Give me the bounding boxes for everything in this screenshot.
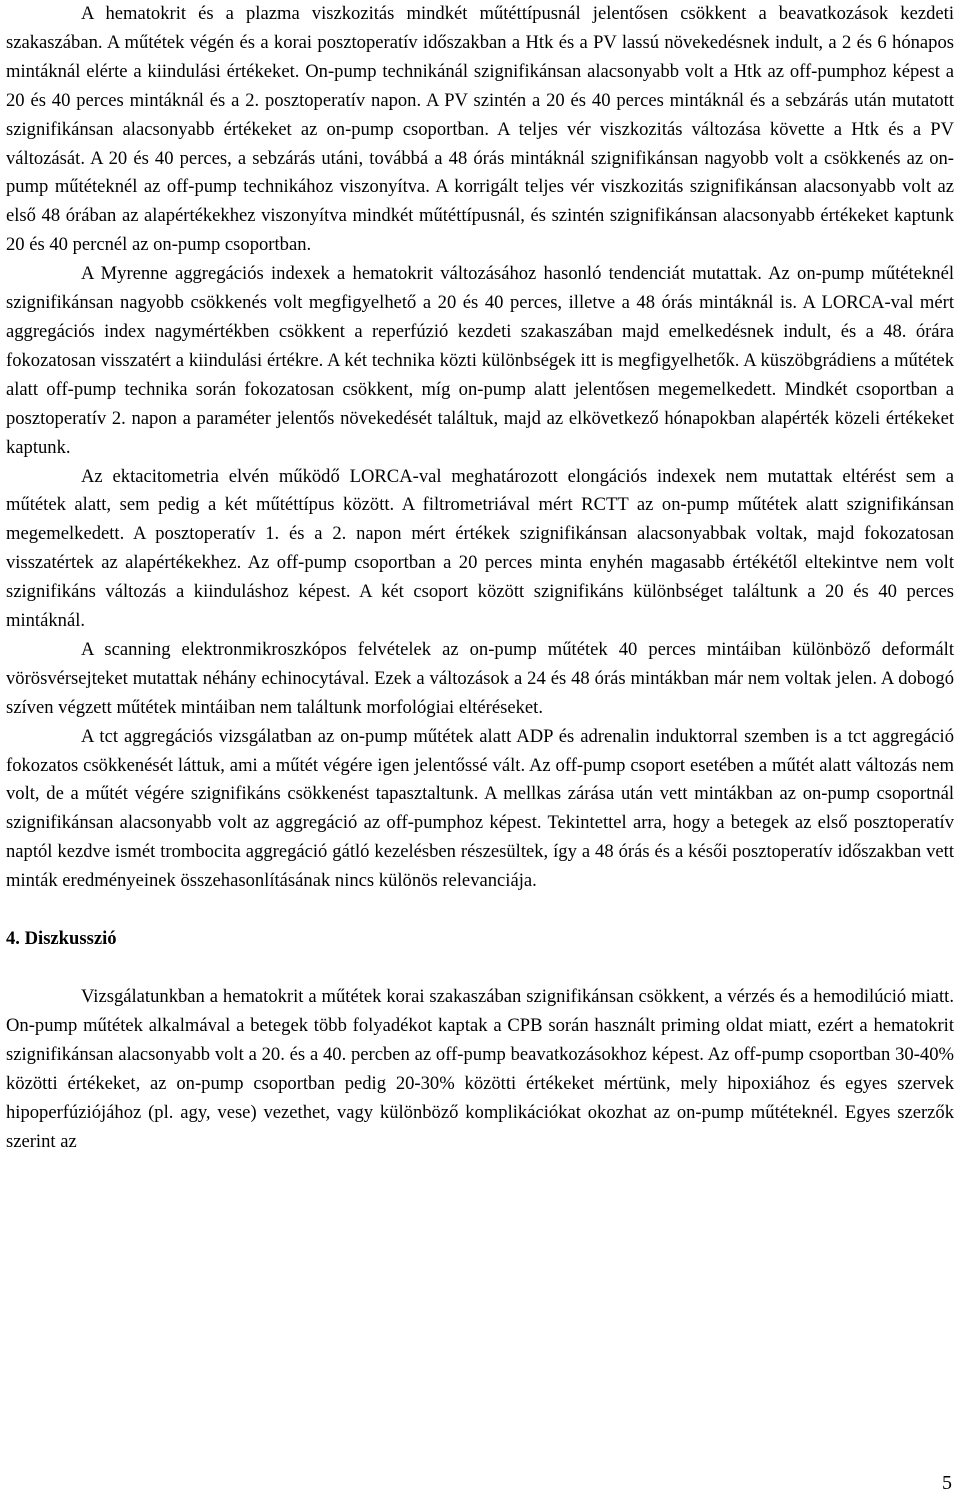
paragraph-results-platelet: A tct aggregációs vizsgálatban az on-pump műtétek alatt ADP és adrenalin induktorral szemben is a tct aggregáció fokozatos csökkenését láttuk, ami a műtét végére igen jelentőssé vált. Az off-pump csoport esetében a műtét alatt változás nem volt, de a műtét végére szignifikáns csökkenést tapasztaltunk. A mellkas zárása után vett mintákban az on-pump csoportnál szignifikánsan alacsonyabb volt az aggregáció az off-pumphoz képest. Tekintettel arra, hogy a betegek az első posztoperatív naptól kezdve ismét trombocita aggregáció gátló kezelésben részesültek, így a 48 órás és a késői posztoperatív időszakban vett minták eredményeinek összehasonlításának nincs különös relevanciája. [6, 725, 954, 892]
paragraph-results-elongation: Az ektacitometria elvén működő LORCA-val meghatározott elongációs indexek nem mutattak eltérést sem a műtétek alatt, sem pedig a két műtéttípus között. A filtrometriával mért RCTT az on-pump műtétek alatt szignifikánsan megemelkedett. A posztoperatív 1. és a 2. napon mért értékek szignifikánsan alacsonyabbak voltak, majd fokozatosan visszatértek az alapértékekhez. Az off-pump csoportban a 20 perces minta enyhén magasabb értékétől eltekintve nem volt szignifikáns változás a kiinduláshoz képest. A két csoport között szignifikáns különbséget találtunk a 20 és 40 perces mintáknál. [6, 465, 954, 632]
paragraph-results-aggregation: A Myrenne aggregációs indexek a hematokrit változásához hasonló tendenciát mutattak. Az on-pump műtéteknél szignifikánsan nagyobb csökkenés volt megfigyelhető a 20 és 40 perces, illetve a 48 órás mintáknál is. A LORCA-val mért aggregációs index nagymértékben csökkent a reperfúzió kezdeti szakaszában majd emelkedésnek indult, és a 48. órára fokozatosan visszatért a kiindulási értékre. A két technika közti különbségek itt is megfigyelhetők. A küszöbgrádiens a műtétek alatt off-pump technika során fokozatosan csökkent, míg on-pump alatt jelentősen megemelkedett. Mindkét csoportban a posztoperatív 2. napon a paraméter jelentős növekedését találtuk, majd az elkövetkező hónapokban alapérték közeli értékeket kaptunk. [6, 263, 954, 458]
paragraph-results-hematocrit: A hematokrit és a plazma viszkozitás mindkét műtéttípusnál jelentősen csökkent a beavatkozások kezdeti szakaszában. A műtétek végén és a korai posztoperatív időszakban a Htk és a PV lassú növekedésnek indult, a 2 és 6 hónapos mintáknál elérte a kiindulási értékeket. On-pump technikánál szignifikánsan alacsonyabb volt a Htk az off-pumphoz képest a 20 és 40 perces mintáknál és a 2. posztoperatív napon. A PV szintén a 20 és 40 perces mintáknál és a sebzárás után mutatott szignifikánsan alacsonyabb értékeket az on-pump csoportban. A teljes vér viszkozitás változása követte a Htk és a PV változását. A 20 és 40 perces, a sebzárás utáni, továbbá a 48 órás mintáknál szignifikánsan nagyobb volt a csökkenés az on-pump műtéteknél az off-pump technikához viszonyítva. A korrigált teljes vér viszkozitás szignifikánsan alacsonyabb volt az első 48 órában az alapértékekhez viszonyítva mindkét műtéttípusnál, és szintén szignifikánsan alacsonyabb értékeket kaptunk 20 és 40 percnél az on-pump csoportban. [6, 3, 954, 256]
paragraph-discussion: Vizsgálatunkban a hematokrit a műtétek korai szakaszában szignifikánsan csökkent, a vérzés és a hemodilúció miatt. On-pump műtétek alkalmával a betegek több folyadékot kaptak a CPB során használt priming oldat miatt, ezért a hematokrit szignifikánsan alacsonyabb volt a 20. és a 40. percben az off-pump beavatkozásokhoz képest. Az off-pump csoportban 30-40% közötti értékeket, az on-pump csoportban pedig 20-30% közötti értékeket mértünk, mely hipoxiához és egyes szervek hipoperfúziójához (pl. agy, vese) vezethet, vagy különböző komplikációkat okozhat az on-pump műtéteknél. Egyes szerzők szerint az [6, 986, 954, 1152]
document-page [6, 0, 954, 1156]
paragraph-results-sem: A scanning elektronmikroszkópos felvételek az on-pump műtétek 40 perces mintáiban különböző deformált vörösvérsejteket mutattak néhány echinocytával. Ezek a változások a 24 és 48 órás mintákban már nem voltak jelen. A dobogó szíven végzett műtétek mintáiban nem találtunk morfológiai eltéréseket. [6, 638, 954, 718]
section-heading: 4. Diszkusszió [6, 928, 117, 950]
page-number: 5 [942, 1472, 952, 1494]
